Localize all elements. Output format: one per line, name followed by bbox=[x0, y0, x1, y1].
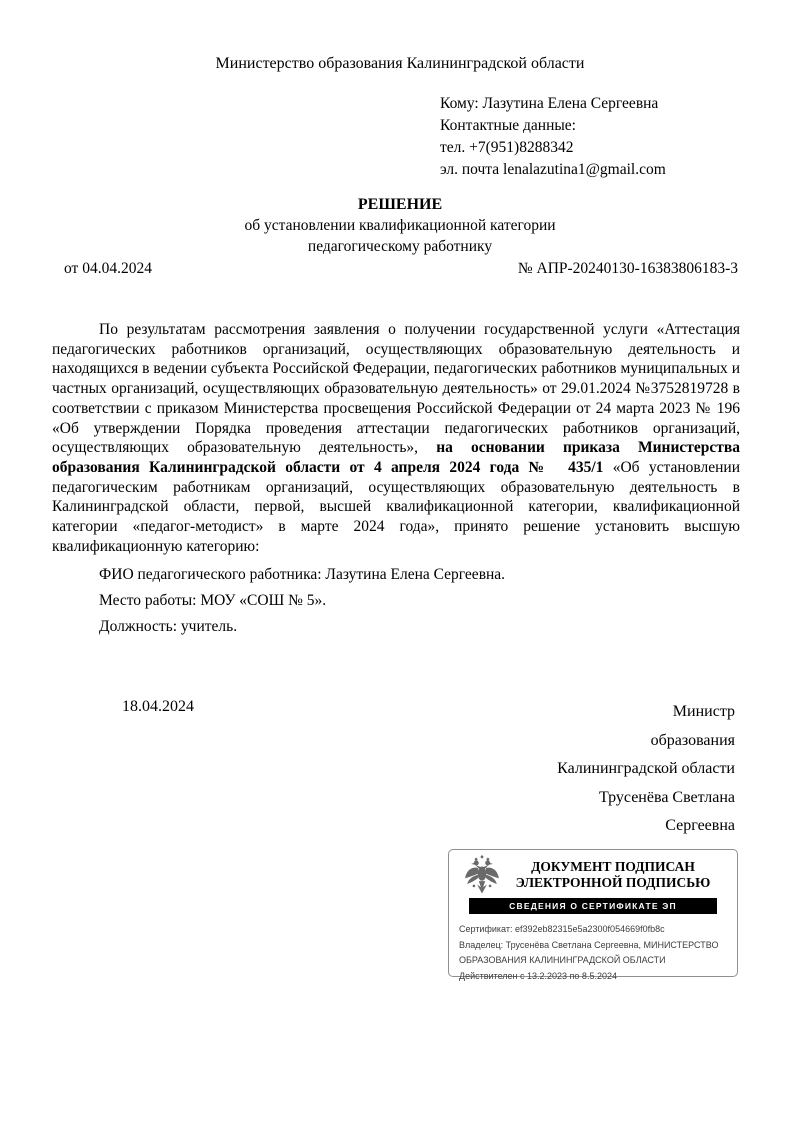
document-date: от 04.04.2024 bbox=[64, 260, 152, 277]
certificate-number: Сертификат: ef392eb82315e5a2300f054669f0fb8c bbox=[459, 924, 665, 934]
signer-line-3: Калининградской области bbox=[557, 760, 735, 778]
document-title: РЕШЕНИЕ bbox=[357, 196, 443, 213]
paragraph-part-2-bold: на основании приказа Министерства образования Калининградской области от 4 апреля 2024 года № 435/1 bbox=[52, 439, 741, 476]
certificate-owner: Владелец: Трусенёва Светлана Сергеевна, МИНИСТЕРСТВО ОБРАЗОВАНИЯ КАЛИНИНГРАДСКОЙ ОБЛАСТИ bbox=[459, 939, 719, 965]
signer-title-name bbox=[557, 698, 735, 841]
russian-coat-of-arms-icon bbox=[463, 855, 501, 895]
document-number: № АПР-20240130-16383806183-3 bbox=[517, 260, 738, 277]
certificate-details bbox=[449, 914, 737, 984]
date-number-row bbox=[64, 260, 738, 278]
recipient-email: эл. почта lenalazutina1@gmail.com bbox=[440, 161, 666, 178]
signer-line-4: Трусенёва Светлана bbox=[598, 788, 735, 806]
teacher-fio-line: ФИО педагогического работника: Лазутина Елена Сергеевна. bbox=[99, 566, 506, 584]
certificate-validity: Действителен с 13.2.2023 по 8.5.2024 bbox=[459, 970, 617, 981]
recipient-phone: тел. +7(951)8288342 bbox=[440, 139, 574, 156]
document-subtitle-2: педагогическому работнику bbox=[307, 238, 493, 255]
main-paragraph bbox=[52, 320, 740, 556]
recipient-name: Кому: Лазутина Елена Сергеевна bbox=[440, 95, 659, 112]
paragraph-part-3: «Об установлении педагогическим работникам организаций, осуществляющих образовательную деятельность в Калининградской области, первой, высшей квалификационной категории, квалификационной категории «педагог-методист» в марте 2024 года», принято решение установить высшую квалификационную категорию: bbox=[52, 458, 740, 555]
stamp-title-line-1: ДОКУМЕНТ ПОДПИСАН bbox=[531, 859, 695, 874]
stamp-title bbox=[501, 859, 725, 891]
signer-line-2: образования bbox=[650, 731, 735, 749]
paragraph-part-1: По результатам рассмотрения заявления о получении государственной услуги «Аттестация педагогических работников организаций, осуществляющих образовательную деятельность и находящихся в ведении субъекта Российской Федерации, педагогических работников муниципальных и частных организаций, осуществляющих образовательную деятельность» от 29.01.2024 №3752819728 в соответствии с приказом Министерства просвещения Российской Федерации от 24 марта 2023 № 196 «Об утверждении Порядка проведения аттестации педагогических работников организаций, осуществляющих образовательную деятельность», bbox=[52, 321, 740, 457]
signature-section bbox=[52, 698, 735, 841]
signer-line-5: Сергеевна bbox=[665, 817, 735, 835]
document-title-block bbox=[0, 194, 800, 257]
workplace-line: Место работы: МОУ «СОШ № 5». bbox=[99, 592, 327, 610]
signer-line-1: Министр bbox=[672, 703, 735, 720]
recipient-block bbox=[440, 93, 666, 181]
stamp-header bbox=[449, 850, 737, 896]
electronic-signature-stamp bbox=[448, 849, 738, 981]
position-line: Должность: учитель. bbox=[99, 617, 238, 635]
certificate-info-bar: СВЕДЕНИЯ О СЕРТИФИКАТЕ ЭП bbox=[469, 898, 717, 914]
signature-date: 18.04.2024 bbox=[122, 698, 194, 715]
stamp-title-line-2: ЭЛЕКТРОННОЙ ПОДПИСЬЮ bbox=[515, 875, 711, 890]
document-subtitle-1: об установлении квалификационной категории bbox=[244, 217, 556, 234]
ministry-header: Министерство образования Калининградской области bbox=[215, 55, 585, 72]
recipient-contact-label: Контактные данные: bbox=[440, 117, 576, 134]
document-body bbox=[52, 320, 740, 637]
